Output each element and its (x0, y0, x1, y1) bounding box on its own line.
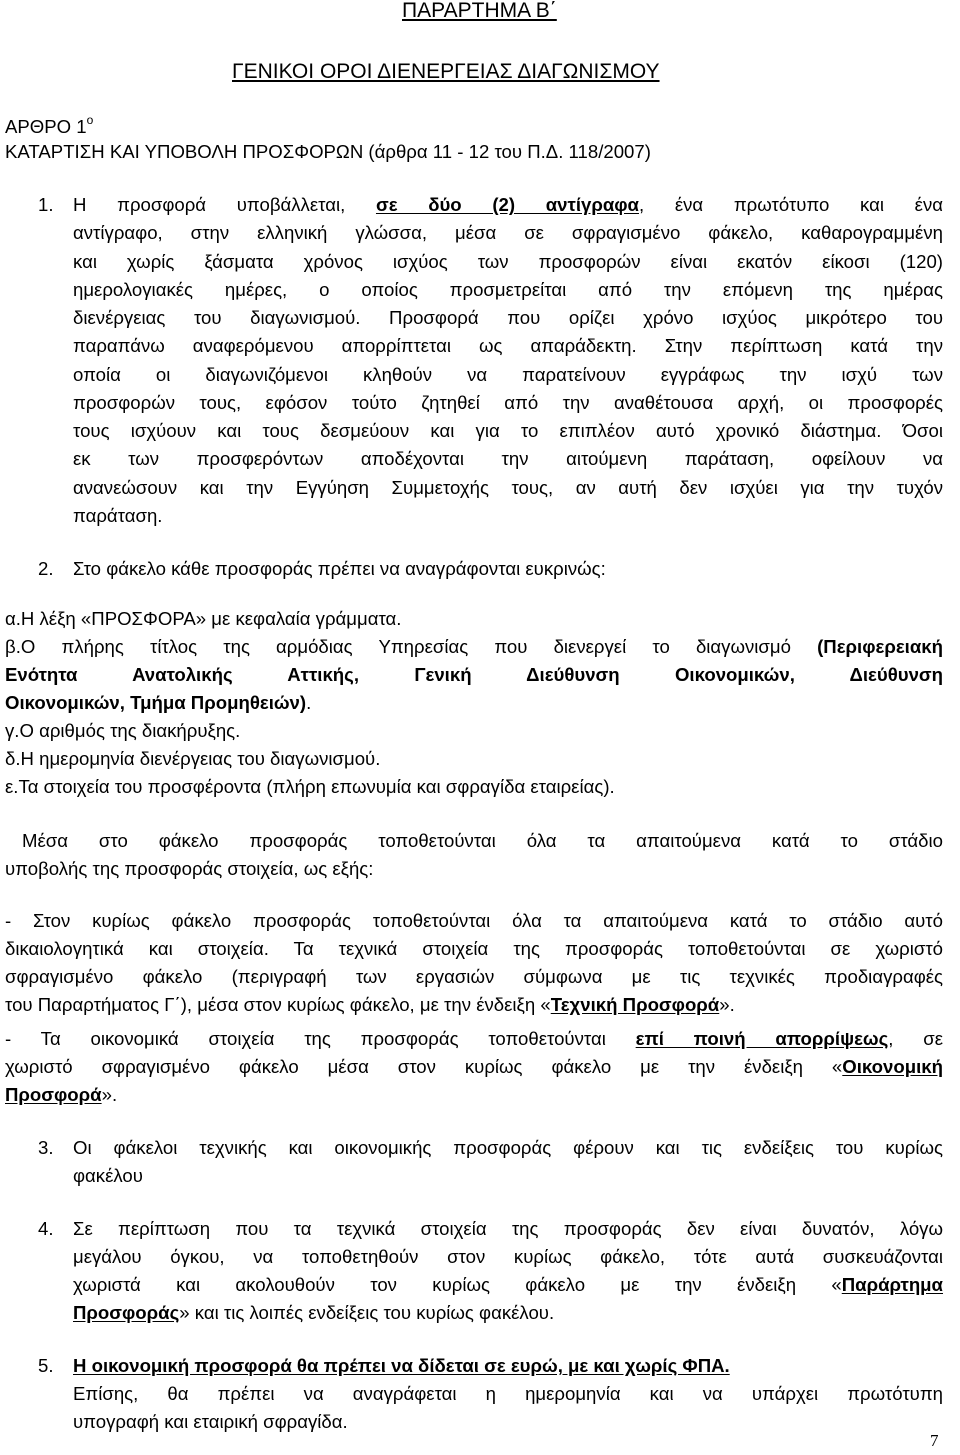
item-5-line-bold: Η οικονομική προσφορά θα πρέπει να δίδεται σε ευρώ, με και χωρίς ΦΠΑ. (73, 1355, 730, 1376)
item-4-line: Προσφοράς» και τις λοιπές ενδείξεις του κυρίως φακέλου. (73, 1302, 555, 1323)
item-1-line: τους ισχύουν και τους δεσμεύουν και για το επιπλέον αυτό χρονικό διάστημα. Όσοι (73, 420, 943, 441)
item-1-line: οποία οι διαγωνιζόμενοι κληθούν να παρατείνουν εγγράφως την ισχύ των (73, 364, 943, 385)
item-1-line: ανανεώσουν και την Εγγύηση Συμμετοχής τους, αν αυτή δεν ισχύει για την τυχόν (73, 477, 943, 498)
item-2-e: ε.Τα στοιχεία του προσφέροντα (πλήρη επωνυμία και σφραγίδα εταιρείας). (5, 776, 615, 797)
item-2-a: α.Η λέξη «ΠΡΟΣΦΟΡΑ» με κεφαλαία γράμματα. (5, 608, 402, 629)
item-2-d: δ.Η ημερομηνία διενέργειας του διαγωνισμού. (5, 748, 381, 769)
service-title-bold: (Περιφερειακή (817, 636, 943, 657)
financial-envelope-para: χωριστό σφραγισμένο φάκελο μέσα στον κυρίως φάκελο με την ένδειξη «Οικονομική (5, 1056, 943, 1077)
two-copies-emphasis: σε δύο (2) αντίγραφα (375, 194, 639, 215)
article-superscript: ο (86, 113, 94, 127)
page-number: 7 (930, 1431, 939, 1450)
financial-envelope-para: - Τα οικονομικά στοιχεία της προσφοράς τοποθετούνται επί ποινή απορρίψεως, σε (5, 1028, 943, 1049)
item-2-b-cont: Ενότητα Ανατολικής Αττικής, Γενική Διεύθυνση Οικονομικών, Διεύθυνση (5, 664, 943, 685)
envelope-intro-cont: υποβολής της προσφοράς στοιχεία, ως εξής: (5, 858, 374, 879)
item-5-line: Επίσης, θα πρέπει να αναγράφεται η ημερομηνία και να υπάρχει πρωτότυπη (73, 1383, 943, 1404)
item-5-line: υπογραφή και εταιρική σφραγίδα. (73, 1411, 348, 1432)
item-4-line: μεγάλου όγκου, να τοποθετηθούν στον κυρίως φάκελο, τότε αυτά συσκευάζονται (73, 1246, 943, 1267)
financial-offer-label: Οικονομική (842, 1056, 943, 1077)
item-4-line: χωριστά και ακολουθούν τον κυρίως φάκελο με την ένδειξη «Παράρτημα (73, 1274, 943, 1295)
item-1-line: ημερολογιακές ημέρες, ο οποίος προσμετρείται από την επόμενη της ημέρας (73, 279, 943, 300)
item-1-line: αντίγραφο, στην ελληνική γλώσσα, μέσα σε σφραγισμένο φάκελο, καθαρογραμμένη (73, 222, 943, 243)
item-2-c: γ.Ο αριθμός της διακήρυξης. (5, 720, 241, 741)
item-1-line: παραπάνω αναφερόμενου απορρίπτεται ως απαράδεκτη. Στην περίπτωση κατά την (73, 335, 943, 356)
item-3-number: 3. (38, 1137, 54, 1158)
item-4-line: Σε περίπτωση που τα τεχνικά στοιχεία της προσφοράς δεν είναι δυνατόν, λόγω (73, 1218, 943, 1239)
article-label: ΑΡΘΡΟ 1 (5, 116, 87, 137)
item-1-number: 1. (38, 194, 54, 215)
main-envelope-para: του Παραρτήματος Γ΄), μέσα στον κυρίως φάκελο, με την ένδειξη «Τεχνική Προσφορά». (5, 994, 735, 1015)
item-1-line: παράταση. (73, 505, 163, 526)
item-1-line: Η προσφορά υποβάλλεται, σε δύο (2) αντίγραφα, ένα πρωτότυπο και ένα (73, 194, 944, 215)
annex-title: ΠΑΡΑΡΤΗΜΑ Β΄ (402, 0, 557, 22)
article-subtitle: ΚΑΤΑΡΤΙΣΗ ΚΑΙ ΥΠΟΒΟΛΗ ΠΡΟΣΦΟΡΩΝ (άρθρα 11 - 12 του Π.Δ. 118/2007) (5, 141, 651, 162)
item-2-number: 2. (38, 558, 54, 579)
penalty-rejection-emphasis: επί ποινή απορρίψεως (635, 1028, 889, 1049)
financial-envelope-para: Προσφορά». (5, 1084, 118, 1105)
item-5-number: 5. (38, 1355, 54, 1376)
item-1-line: και χωρίς ξάσματα χρόνος ισχύος των προσφορών είναι εκατόν είκοσι (120) (73, 251, 943, 272)
item-2-b-end: Οικονομικών, Τμήμα Προμηθειών). (5, 692, 312, 713)
item-3-line: φακέλου (73, 1165, 143, 1186)
item-2-b: β.Ο πλήρης τίτλος της αρμόδιας Υπηρεσίας που διενεργεί το διαγωνισμό (Περιφερειακή (5, 636, 943, 657)
article-heading (5, 114, 93, 137)
envelope-intro: Μέσα στο φάκελο προσφοράς τοποθετούνται όλα τα απαιτούμενα κατά το στάδιο (22, 830, 943, 851)
main-envelope-para: δικαιολογητικά και στοιχεία. Τα τεχνικά στοιχεία της προσφοράς τοποθετούνται σε χωριστό (5, 938, 943, 959)
general-terms-heading: ΓΕΝΙΚΟΙ ΟΡΟΙ ΔΙΕΝΕΡΓΕΙΑΣ ΔΙΑΓΩΝΙΣΜΟΥ (232, 60, 660, 83)
item-1-line: προσφορών τους, εφόσον τούτο ζητηθεί από την αναθέτουσα αρχή, οι προσφορές (73, 392, 943, 413)
item-1-line: διενέργειας του διαγωνισμού. Προσφορά που ορίζει χρόνο ισχύος μικρότερο του (73, 307, 943, 328)
main-envelope-para: σφραγισμένο φάκελο (περιγραφή των εργασιών σύμφωνα με τις τεχνικές προδιαγραφές (5, 966, 943, 987)
item-2-intro: Στο φάκελο κάθε προσφοράς πρέπει να αναγράφονται ευκρινώς: (73, 558, 606, 579)
item-3-line: Οι φάκελοι τεχνικής και οικονομικής προσφοράς φέρουν και τις ενδείξεις του κυρίως (73, 1137, 943, 1158)
item-4-number: 4. (38, 1218, 54, 1239)
main-envelope-para: - Στον κυρίως φάκελο προσφοράς τοποθετούνται όλα τα απαιτούμενα κατά το στάδιο αυτό (5, 910, 943, 931)
item-1-line: εκ των προσφερόντων αποδέχονται την αιτούμενη παράταση, οφείλουν να (73, 448, 943, 469)
technical-offer-label: Τεχνική Προσφορά (550, 994, 720, 1015)
annex-offer-label: Παράρτημα (841, 1274, 943, 1295)
